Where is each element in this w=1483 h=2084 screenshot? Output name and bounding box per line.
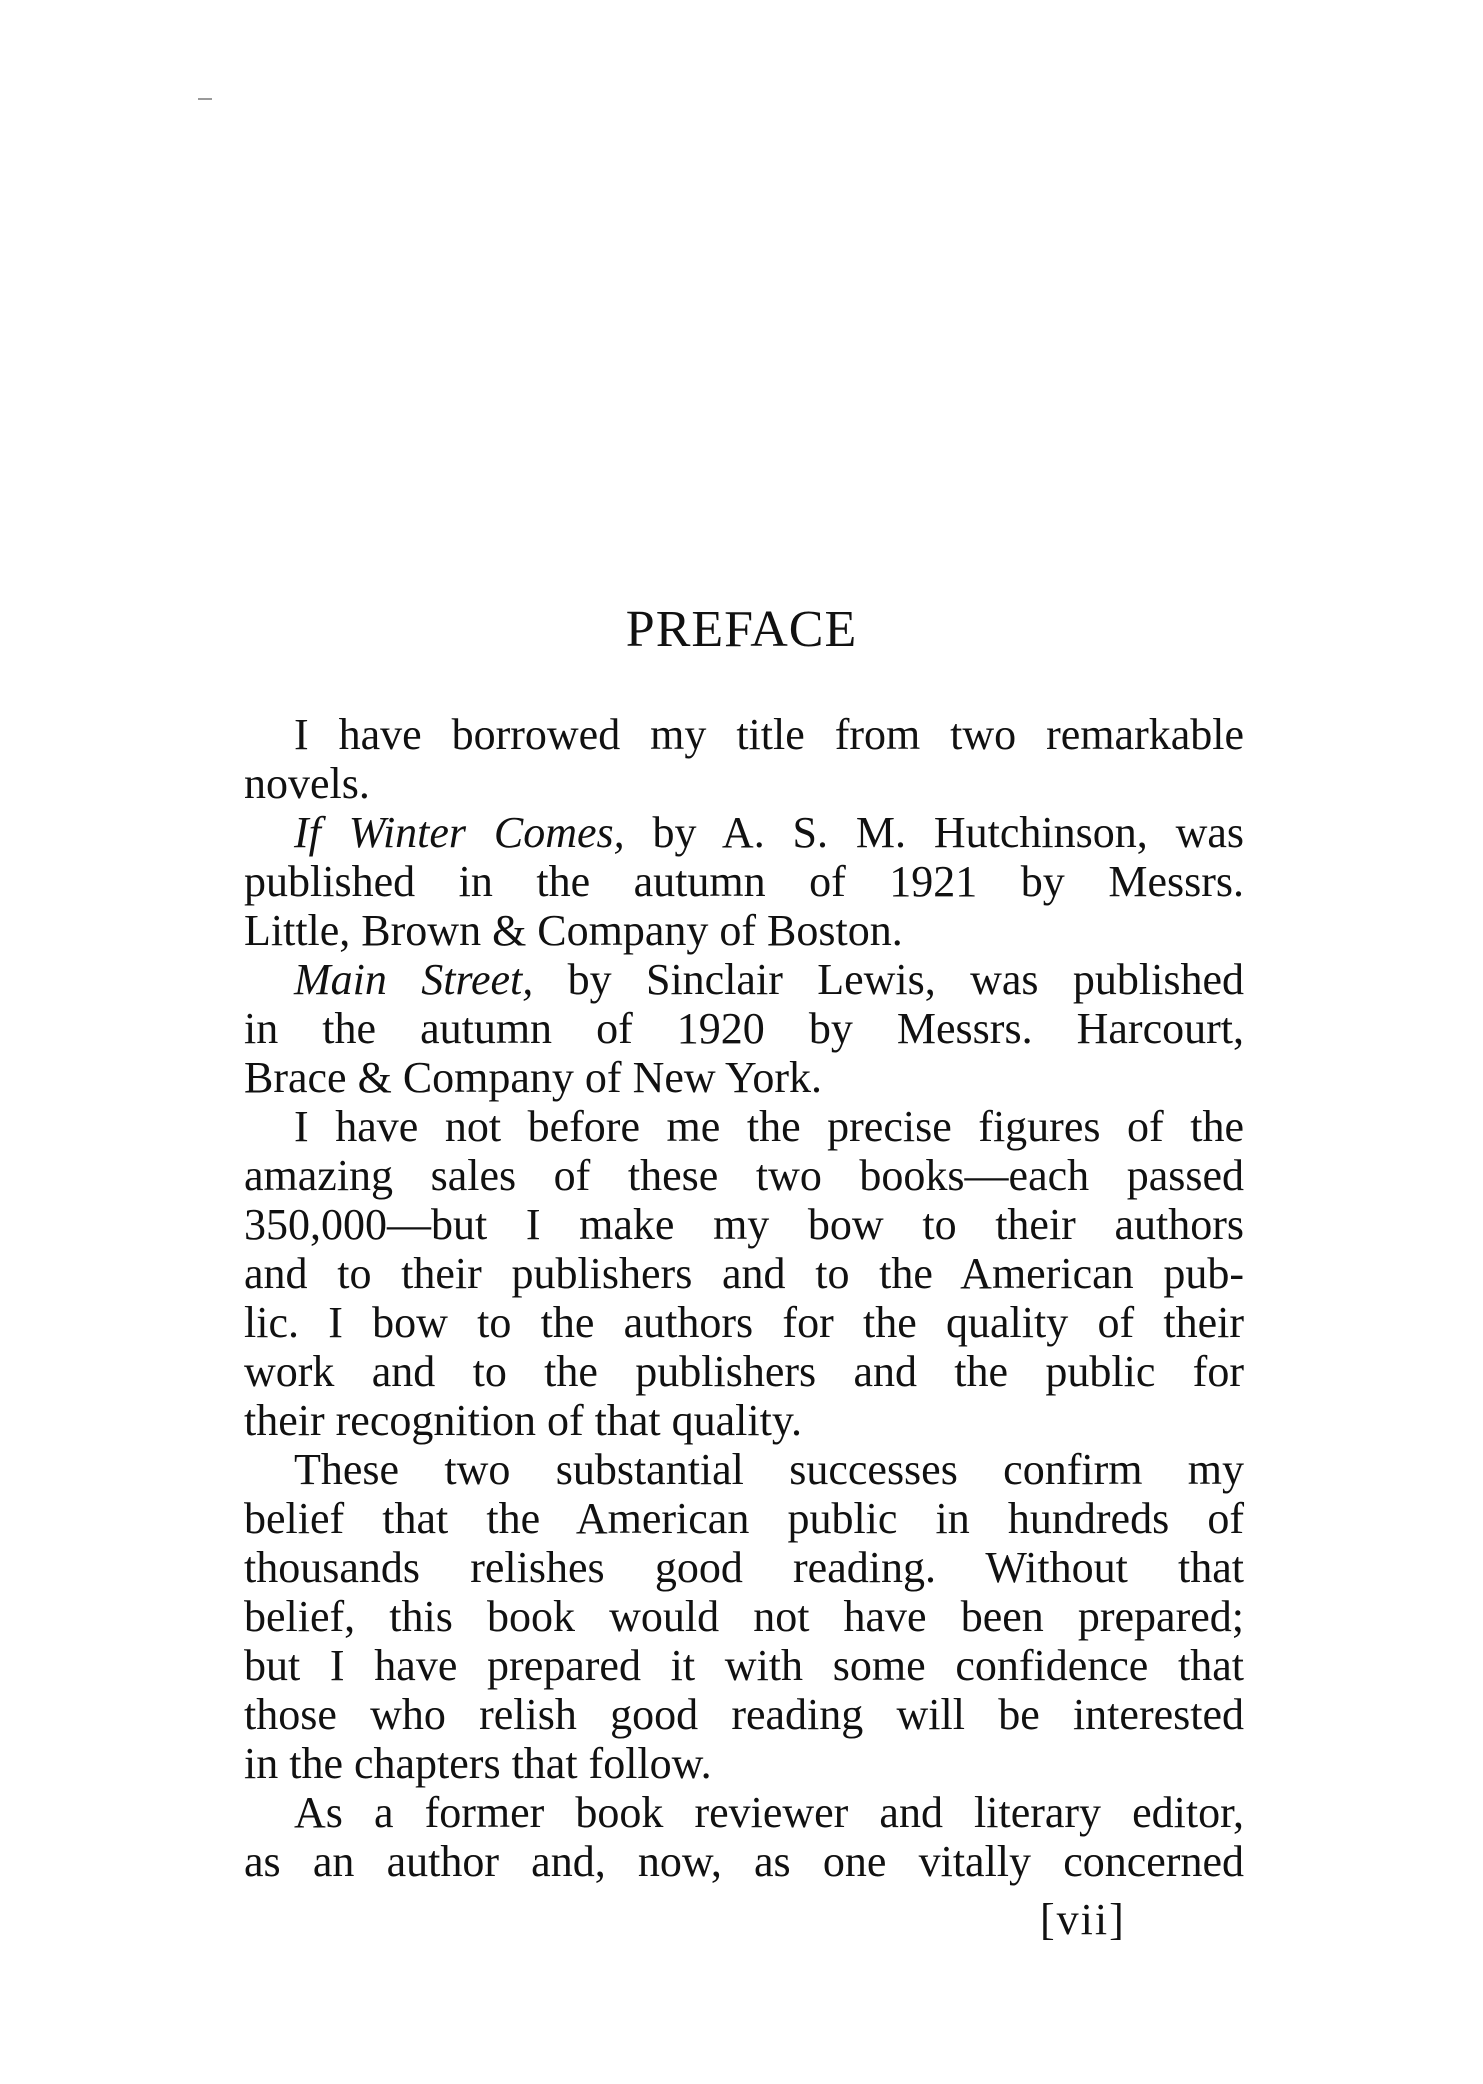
paragraph-6	[244, 1788, 1244, 1886]
text-line: and to their publishers and to the American pub-	[244, 1249, 1244, 1298]
paragraph-2	[244, 808, 1244, 955]
text-line: 350,000—but I make my bow to their authors	[244, 1200, 1244, 1249]
text-line: amazing sales of these two books—each passed	[244, 1151, 1244, 1200]
paragraph-4	[244, 1102, 1244, 1445]
text-line: belief that the American public in hundreds of	[244, 1494, 1244, 1543]
text-line: thousands relishes good reading. Without that	[244, 1543, 1244, 1592]
scan-mark	[198, 98, 212, 100]
book-title-italic: If Winter Comes,	[294, 808, 625, 857]
text-line: novels.	[244, 759, 370, 808]
text-line: published in the autumn of 1921 by Messrs.	[244, 857, 1244, 906]
book-title-italic: Main Street,	[294, 955, 534, 1004]
text-line: those who relish good reading will be interested	[244, 1690, 1244, 1739]
text-line: in the chapters that follow.	[244, 1739, 712, 1788]
preface-body	[244, 710, 1244, 1886]
text-line: work and to the publishers and the public for	[244, 1347, 1244, 1396]
text-line: in the autumn of 1920 by Messrs. Harcourt,	[244, 1004, 1244, 1053]
text-line: Little, Brown & Company of Boston.	[244, 906, 903, 955]
text-line: I have borrowed my title from two remarkable	[294, 710, 1244, 759]
text-fragment: by Sinclair Lewis, was published	[533, 955, 1244, 1004]
text-line	[244, 808, 1244, 857]
paragraph-3	[244, 955, 1244, 1102]
page-number: [vii]	[1040, 1895, 1126, 1944]
text-line: as an author and, now, as one vitally concerned	[244, 1837, 1244, 1886]
page-title: PREFACE	[625, 601, 858, 658]
text-line: lic. I bow to the authors for the quality of their	[244, 1298, 1244, 1347]
text-line	[244, 955, 1244, 1004]
text-line: These two substantial successes confirm my	[294, 1445, 1244, 1494]
text-line: I have not before me the precise figures of the	[294, 1102, 1244, 1151]
text-line: As a former book reviewer and literary editor,	[294, 1788, 1244, 1837]
text-fragment: by A. S. M. Hutchinson, was	[624, 808, 1244, 857]
text-line: Brace & Company of New York.	[244, 1053, 823, 1102]
text-line: but I have prepared it with some confidence that	[244, 1641, 1244, 1690]
text-line: their recognition of that quality.	[244, 1396, 802, 1445]
text-line: belief, this book would not have been prepared;	[244, 1592, 1244, 1641]
paragraph-5	[244, 1445, 1244, 1788]
paragraph-1	[244, 710, 1244, 808]
